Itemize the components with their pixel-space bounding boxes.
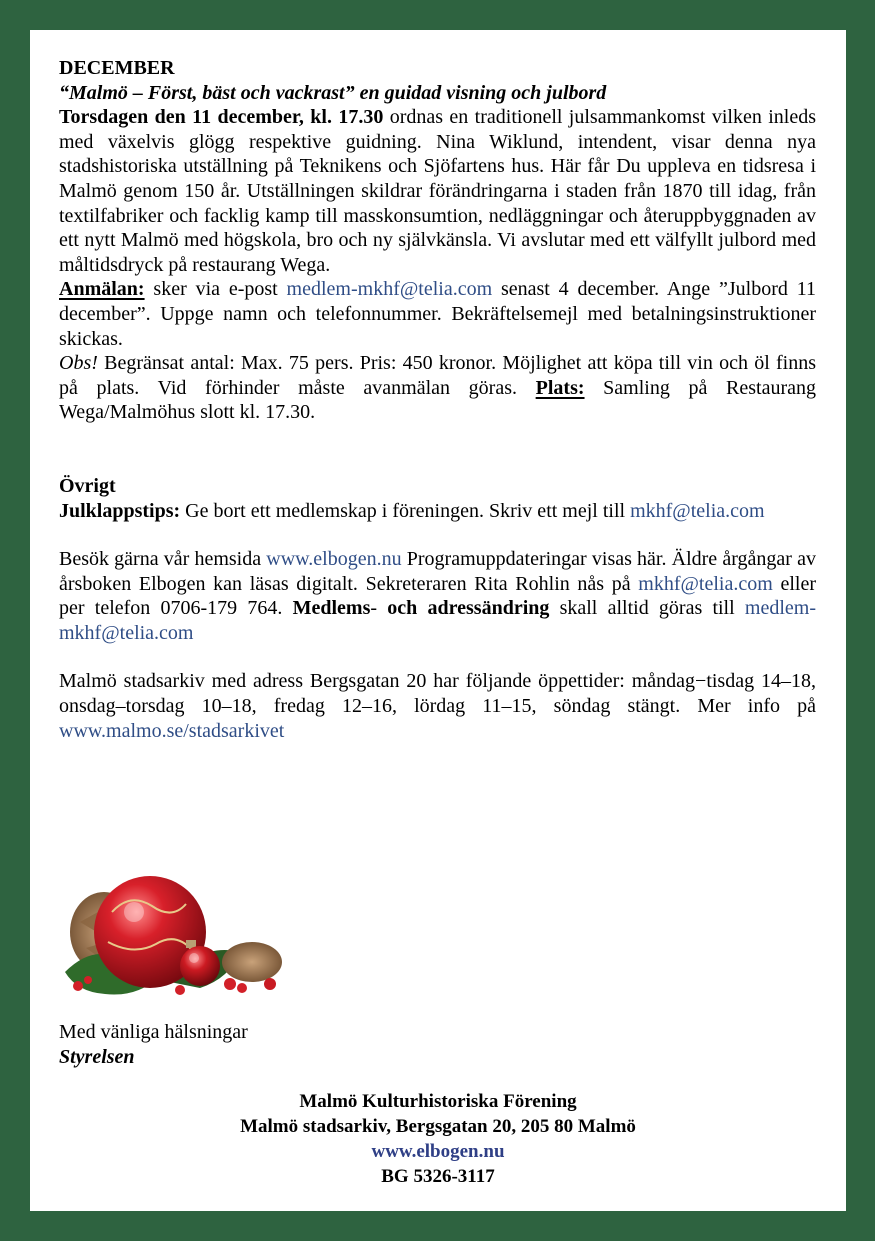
gift-paragraph: [59, 499, 816, 524]
footer-address: Malmö stadsarkiv, Bergsgatan 20, 205 80 Malmö: [240, 1116, 636, 1137]
other-heading: Övrigt: [59, 474, 116, 497]
footer-bankgiro: BG 5326-3117: [381, 1166, 495, 1187]
obs-paragraph: [59, 351, 816, 425]
event-date: Torsdagen den 11 december, kl. 17.30: [59, 106, 384, 129]
change-label-1: Medlems: [292, 597, 371, 620]
gift-label: Julklappstips:: [59, 499, 181, 522]
visit-text-3: eller per telefon 0706-179 764.: [59, 572, 816, 620]
visit-text-2: Programuppdateringar visas här. Äldre årgångar av årsboken Elbogen kan läsas digitalt. Sekreteraren Rita Rohlin nås på: [59, 548, 816, 595]
footer-org: Malmö Kulturhistoriska Förening: [299, 1091, 577, 1112]
christmas-ornament-image: [60, 862, 292, 1006]
change-label-3: och adressändring: [387, 597, 550, 620]
archive-paragraph: [59, 669, 816, 743]
closing: [59, 1020, 816, 1069]
newsletter-page: [30, 30, 846, 1211]
change-email-link[interactable]: medlem-mkhf@telia.com: [59, 597, 816, 644]
footer: [30, 1089, 846, 1189]
signup-label: Anmälan:: [59, 278, 145, 301]
visit-text-1: Besök gärna vår hemsida: [59, 548, 267, 571]
gift-email-link[interactable]: mkhf@telia.com: [630, 499, 765, 522]
footer-website-link[interactable]: www.elbogen.nu: [371, 1141, 505, 1162]
spacer: [59, 645, 816, 669]
signature: Styrelsen: [59, 1045, 135, 1068]
visit-text-4: skall alltid göras till: [549, 597, 745, 620]
spacer: [59, 523, 816, 547]
obs-text: Begränsat antal: Max. 75 pers. Pris: 450 kronor. Möjlighet att köpa till vin och öl finns på plats. Vid förhinder måste avanmälan göras.: [59, 352, 816, 399]
event-description: [59, 105, 816, 277]
secretary-email-link[interactable]: mkhf@telia.com: [638, 572, 773, 595]
change-label-2: -: [370, 597, 388, 620]
archive-text: Malmö stadsarkiv med adress Bergsgatan 20 har följande öppettider: måndag−tisdag 14–18, onsdag–torsdag 10–18, fredag 12–16, lördag 11–15, söndag stängt. Mer info på: [59, 670, 816, 718]
event-description-text: ordnas en traditionell julsammankomst vilken inleds med växelvis glögg respektive guidning. Nina Wiklund, intendent, visar denna nya stadshistoriska utställning på Teknikens och Sjöfartens hus. Här får Du uppleva en tidsresa i Malmö genom 150 år. Utställningen skildrar förändringarna i staden från 1870 till idag, från textilfabriker och facklig kamp till masskonsumtion, nedläggningar och återuppbyggnaden av ett nytt Malmö med högskola, bro och ny självkänsla. Vi avslutar med ett välfyllt julbord med måltidsdryck på restaurang Wega.: [59, 106, 816, 276]
signup-email-link[interactable]: medlem-mkhf@telia.com: [286, 278, 493, 301]
visit-paragraph: [59, 547, 816, 645]
obs-label: Obs!: [59, 352, 98, 375]
place-label: Plats:: [535, 376, 585, 399]
archive-link[interactable]: www.malmo.se/stadsarkivet: [59, 719, 285, 742]
event-title: “Malmö – Först, bäst och vackrast” en guidad visning och julbord: [59, 81, 607, 104]
place-text: Samling på Restaurang Wega/Malmöhus slott kl. 17.30.: [59, 376, 816, 424]
website-link[interactable]: www.elbogen.nu: [266, 548, 402, 571]
spacer: [59, 425, 816, 474]
greeting: Med vänliga hälsningar: [59, 1021, 248, 1043]
signup-text-1: sker via e-post: [144, 278, 287, 301]
signup-text-2: senast 4 december. Ange ”Julbord 11 december”. Uppge namn och telefonnummer. Bekräftelsemejl med betalningsinstruktioner skickas.: [59, 278, 816, 350]
page-content: [59, 56, 816, 743]
signup-paragraph: [59, 277, 816, 351]
gift-text: Ge bort ett medlemskap i föreningen. Skriv ett mejl till: [180, 499, 631, 522]
month-heading: DECEMBER: [59, 57, 175, 79]
